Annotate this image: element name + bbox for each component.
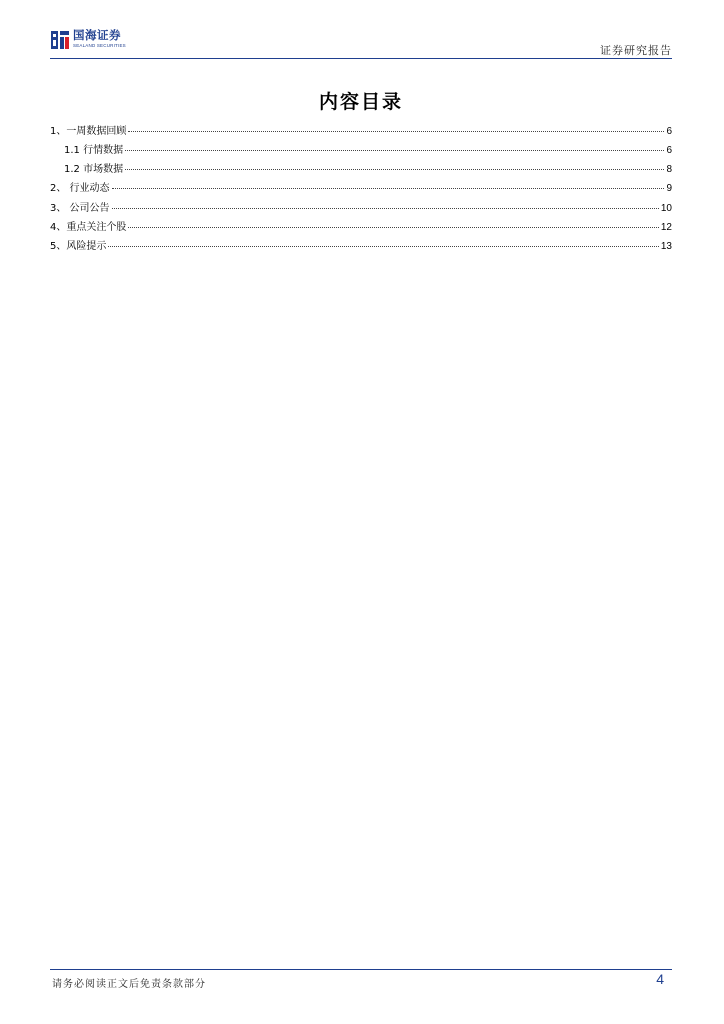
toc-entry-page: 10 bbox=[660, 203, 672, 214]
toc-leader-dots bbox=[125, 169, 664, 170]
company-logo bbox=[50, 30, 126, 56]
toc-title: 内容目录 bbox=[318, 91, 403, 113]
toc-entry-label: 4、重点关注个股 bbox=[50, 222, 127, 233]
page-header bbox=[50, 28, 672, 60]
toc-entry-label: 1.1 行情数据 bbox=[64, 145, 124, 156]
footer-divider bbox=[50, 969, 672, 970]
toc-entry-label: 5、风险提示 bbox=[50, 241, 107, 252]
toc-entry-page: 12 bbox=[660, 222, 672, 233]
toc-entry-page: 8 bbox=[666, 164, 672, 175]
page-number: 4 bbox=[656, 971, 664, 987]
toc-entry[interactable] bbox=[50, 218, 672, 234]
toc-entry-label: 1、一周数据回顾 bbox=[50, 126, 127, 137]
logo-english-name: SEALAND SECURITIES bbox=[73, 42, 126, 48]
toc-entry[interactable] bbox=[50, 179, 672, 195]
toc-entry-page: 6 bbox=[666, 126, 672, 137]
toc-entry[interactable] bbox=[50, 141, 672, 157]
toc-leader-dots bbox=[112, 188, 665, 189]
logo-chinese-name: 国海证券 bbox=[73, 28, 121, 42]
toc-leader-dots bbox=[128, 227, 659, 228]
toc-entry-label: 1.2 市场数据 bbox=[64, 164, 124, 175]
toc-entry-page: 6 bbox=[666, 145, 672, 156]
toc-leader-dots bbox=[125, 150, 664, 151]
header-divider bbox=[50, 58, 672, 59]
toc-leader-dots bbox=[128, 131, 664, 132]
toc-leader-dots bbox=[112, 208, 659, 209]
toc-entry[interactable] bbox=[50, 199, 672, 215]
toc-entry[interactable] bbox=[50, 237, 672, 253]
toc-leader-dots bbox=[108, 246, 659, 247]
toc-entry[interactable] bbox=[50, 122, 672, 138]
toc-entry-label: 3、 公司公告 bbox=[50, 203, 110, 214]
report-type-label: 证券研究报告 bbox=[600, 44, 672, 57]
toc-entry-page: 13 bbox=[660, 241, 672, 252]
footer-disclaimer: 请务必阅读正文后免责条款部分 bbox=[52, 979, 206, 990]
toc-entry-page: 9 bbox=[666, 183, 672, 194]
toc-entry[interactable] bbox=[50, 160, 672, 176]
toc-entry-label: 2、 行业动态 bbox=[50, 183, 110, 194]
logo-mark-icon bbox=[50, 30, 70, 50]
